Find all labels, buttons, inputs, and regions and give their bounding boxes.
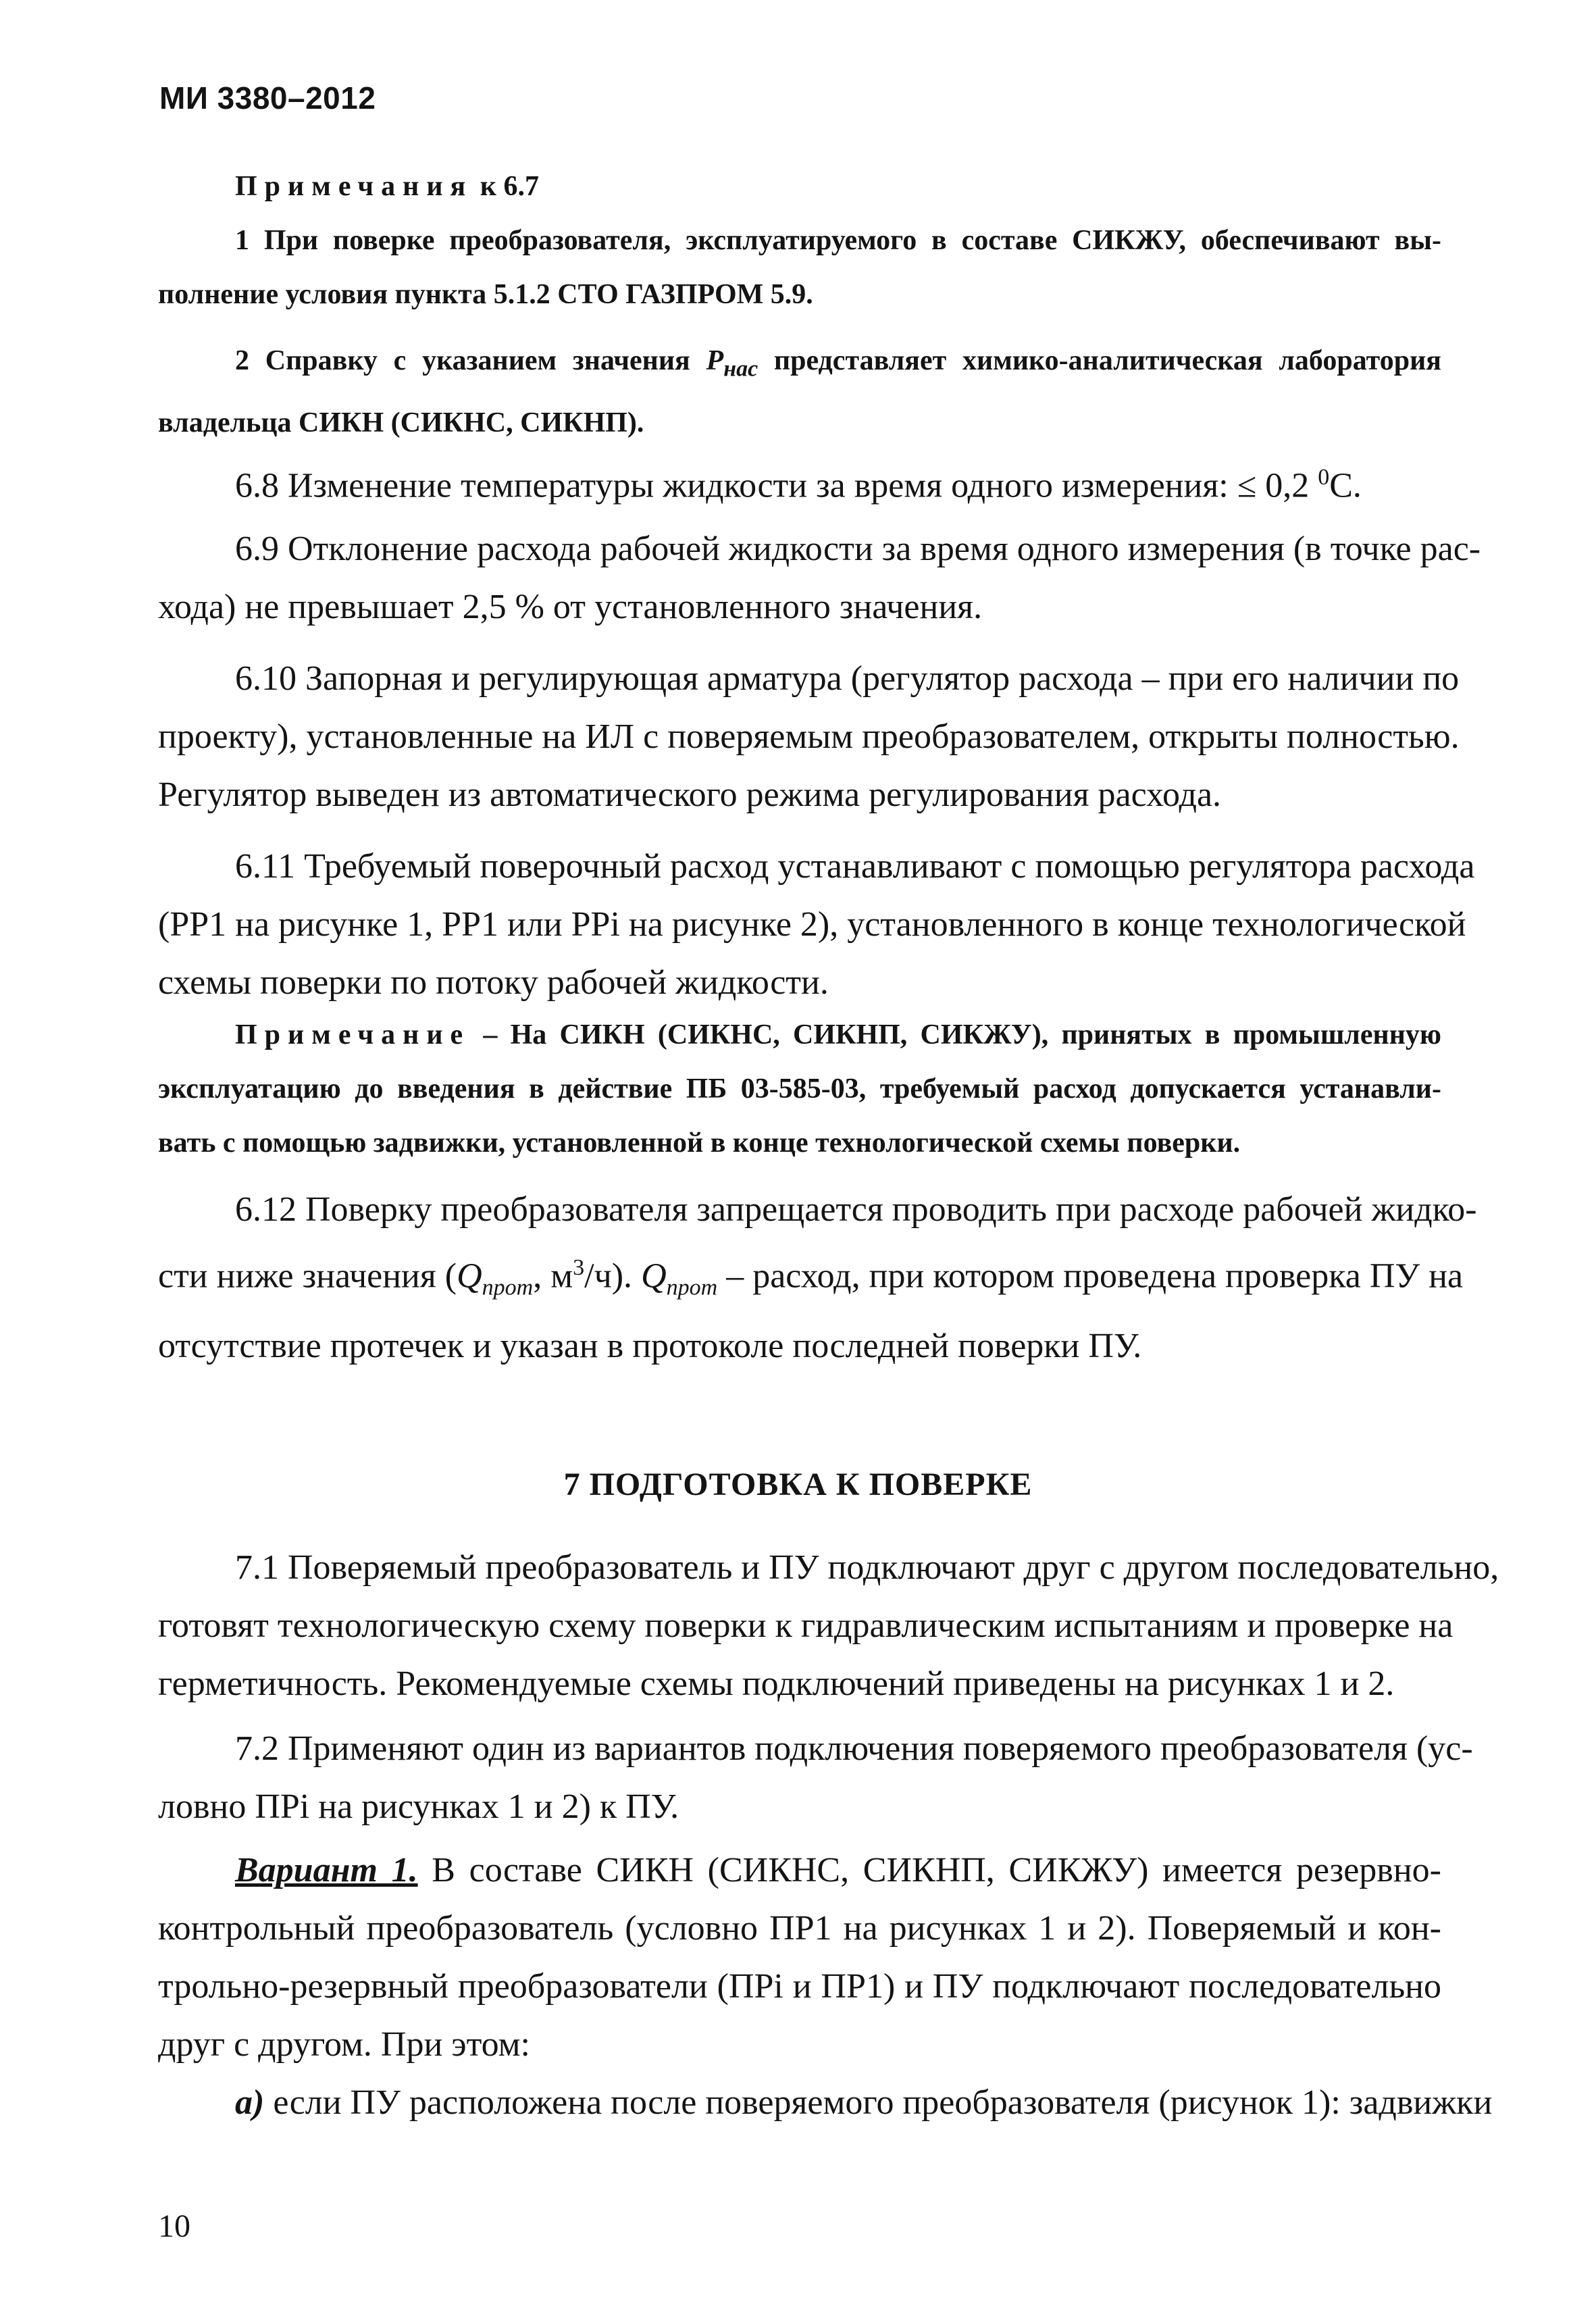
paragraph-7-1-line-3: герметичность. Рекомендуемые схемы подключений приведены на рисунках 1 и 2.: [158, 1664, 1395, 1703]
paragraph-7-2-line-2: ловно ПРi на рисунках 1 и 2) к ПУ.: [158, 1787, 679, 1826]
note-6-11-line-2: эксплуатацию до введения в действие ПБ 03-585-03, требуемый расход допускается устанавли-: [158, 1073, 1441, 1104]
paragraph-6-12-line-2: сти ниже значения ($Q_{прот}$, $м^3/ч$). $Q_{прот}$ – расход, при котором проведена проверка ПУ на: [158, 1255, 1464, 1300]
paragraph-6-9-line-2: хода) не превышает 2,5 % от установленного значения.: [158, 588, 983, 626]
paragraph-7-2: [158, 1720, 1473, 1836]
notes-6-7-title: Примечания к 6.7: [235, 171, 539, 202]
note-6-11: [158, 1008, 1441, 1170]
paragraph-6-9-line-1: 6.9 Отклонение расхода рабочей жидкости за время одного измерения (в точке рас-: [235, 530, 1481, 568]
paragraph-6-11: [158, 838, 1475, 1012]
paragraph-6-8: [158, 449, 1441, 515]
item-a-label: а): [235, 2083, 265, 2122]
paragraph-7-1-line-1: 7.1 Поверяемый преобразователь и ПУ подключают друг с другом последовательно,: [235, 1548, 1499, 1587]
paragraph-6-11-line-2: (РР1 на рисунке 1, РР1 или РРi на рисунке 2), установленного в конце технологической: [158, 905, 1466, 944]
paragraph-6-8-text: 6.8 Изменение температуры жидкости за время одного измерения: ≤ 0,2 $^0$С.: [235, 465, 1362, 505]
paragraph-6-10-line-3: Регулятор выведен из автоматического режима регулирования расхода.: [158, 776, 1222, 814]
item-a: а) если ПУ расположена после поверяемого преобразователя (рисунок 1): задвижки: [235, 2083, 1493, 2122]
paragraph-6-10: [158, 650, 1460, 824]
note-2-line-1: 2 Справку с указанием значения $P_{нас}$ представляет химико-аналитическая лаборатория: [235, 345, 1441, 382]
note-6-11-line-1: Примечание – На СИКН (СИКНС, СИКНП, СИКЖУ), принятых в промышленную: [235, 1019, 1441, 1050]
paragraph-6-12-line-1: 6.12 Поверку преобразователя запрещается проводить при расходе рабочей жидко-: [235, 1190, 1477, 1229]
paragraph-7-1-line-2: готовят технологическую схему поверки к гидравлическим испытаниям и проверке на: [158, 1606, 1453, 1645]
variant-1-label: Вариант 1.: [235, 1851, 418, 1889]
paragraph-6-11-line-1: 6.11 Требуемый поверочный расход устанавливают с помощью регулятора расхода: [235, 847, 1475, 886]
notes-6-7: [158, 159, 1441, 450]
variant-1-line-4: друг с другом. При этом:: [158, 2025, 531, 2064]
note-2-line-2: владельца СИКН (СИКНС, СИКНП).: [158, 407, 644, 439]
variant-1: [158, 1841, 1493, 2132]
note-1-line-2: полнение условия пункта 5.1.2 СТО ГАЗПРОМ 5.9.: [158, 279, 813, 310]
page-number: 10: [158, 2208, 190, 2244]
note-6-11-line-3: вать с помощью задвижки, установленной в конце технологической схемы поверки.: [158, 1127, 1241, 1159]
paragraph-7-2-line-1: 7.2 Применяют один из вариантов подключения поверяемого преобразователя (ус-: [235, 1729, 1473, 1768]
section-7-heading: 7 ПОДГОТОВКА К ПОВЕРКЕ: [563, 1467, 1033, 1502]
paragraph-6-12: [158, 1181, 1477, 1375]
paragraph-6-9: [158, 520, 1481, 636]
variant-1-line-2: контрольный преобразователь (условно ПР1 на рисунках 1 и 2). Поверяемый и кон-: [158, 1909, 1441, 1948]
variant-1-line-1: Вариант 1. В составе СИКН (СИКНС, СИКНП, СИКЖУ) имеется резервно-: [235, 1851, 1441, 1889]
paragraph-6-11-line-3: схемы поверки по потоку рабочей жидкости.: [158, 963, 829, 1002]
paragraph-7-1: [158, 1539, 1499, 1713]
variant-1-line-3: трольно-резервный преобразователи (ПРi и ПР1) и ПУ подключают последовательно: [158, 1967, 1441, 2006]
paragraph-6-10-line-2: проекту), установленные на ИЛ с поверяемым преобразователем, открыты полностью.: [158, 717, 1460, 756]
document-id-header: МИ 3380–2012: [159, 80, 376, 116]
paragraph-6-12-line-3: отсутствие протечек и указан в протоколе последней поверки ПУ.: [158, 1326, 1142, 1365]
note-1-line-1: 1 При поверке преобразователя, эксплуатируемого в составе СИКЖУ, обеспечивают вы-: [235, 225, 1441, 256]
paragraph-6-10-line-1: 6.10 Запорная и регулирующая арматура (регулятор расхода – при его наличии по: [235, 659, 1460, 698]
